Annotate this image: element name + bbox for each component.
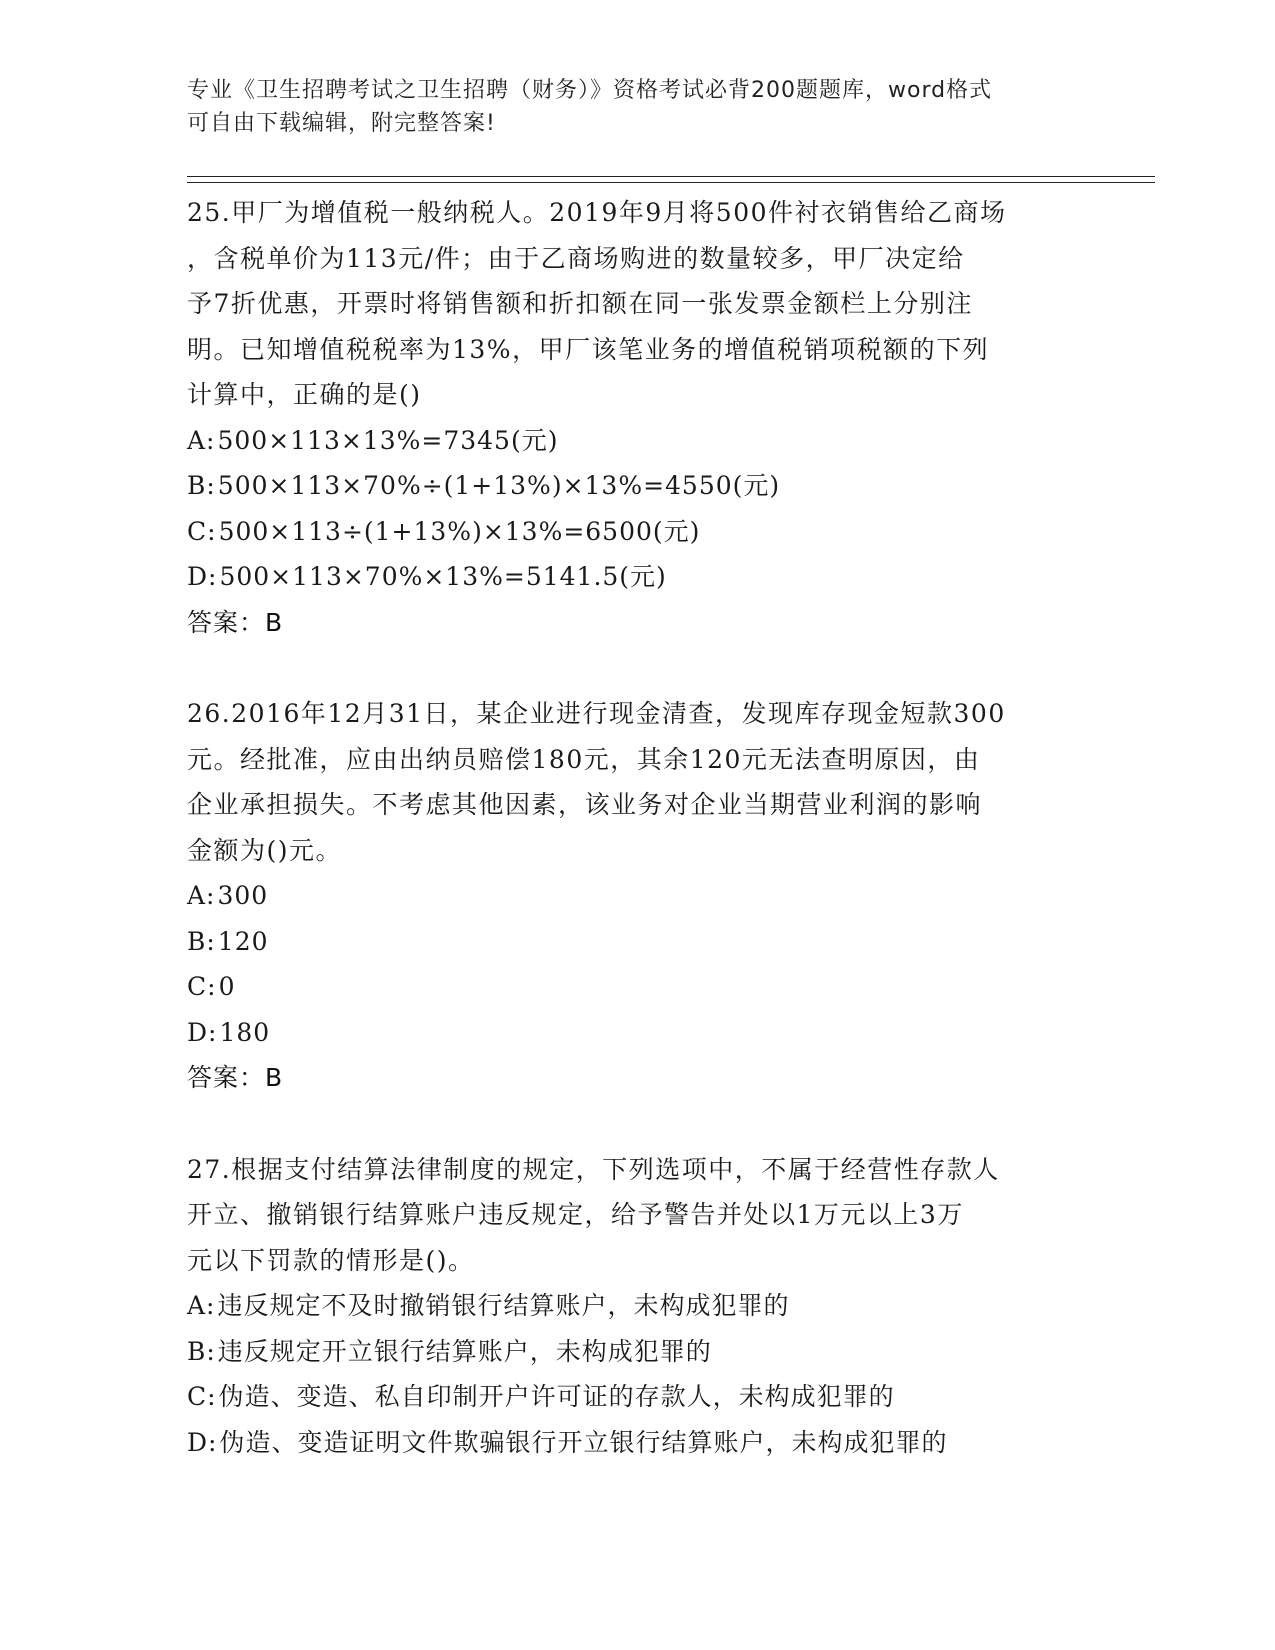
option-letter: C: xyxy=(187,516,217,546)
question-stem-line: 元。经批准，应由出纳员赔偿180元，其余120元无法查明原因，由 xyxy=(187,744,981,774)
option-text: 500×113×70%×13%=5141.5(元) xyxy=(219,562,667,591)
option-letter: B: xyxy=(187,1336,216,1366)
option-text: 500×113×70%÷(1+13%)×13%=4550(元) xyxy=(217,471,781,500)
option-letter: A: xyxy=(187,1291,216,1320)
option-letter: A: xyxy=(187,881,216,910)
header-title-line-1: 专业《卫生招聘考试之卫生招聘（财务）》资格考试必背200题题库，word格式 xyxy=(187,78,993,103)
answer-line: 答案：B xyxy=(187,607,284,637)
question-stem-line: 开立、撤销银行结算账户违反规定，给予警告并处以1万元以上3万 xyxy=(187,1200,964,1229)
question-27 xyxy=(187,1147,1087,1466)
question-stem-line: 元以下罚款的情形是()。 xyxy=(187,1245,475,1275)
option-letter: C: xyxy=(187,1382,217,1411)
option-a xyxy=(187,1283,1087,1329)
header-divider-top xyxy=(187,176,1155,177)
question-stem-line: 明。已知增值税税率为13%，甲厂该笔业务的增值税销项税额的下列 xyxy=(187,334,990,364)
option-d xyxy=(187,554,1087,600)
option-letter: C: xyxy=(187,972,217,1001)
question-stem-line: 25.甲厂为增值税一般纳税人。2019年9月将500件衬衣销售给乙商场 xyxy=(187,198,1007,227)
option-letter: D: xyxy=(187,562,218,591)
option-text: 0 xyxy=(218,972,236,1001)
option-b xyxy=(187,919,1087,965)
option-letter: B: xyxy=(187,471,216,500)
option-letter: B: xyxy=(187,926,216,956)
option-c xyxy=(187,964,1087,1010)
question-list xyxy=(187,190,1087,1511)
question-stem-line: 予7折优惠，开票时将销售额和折扣额在同一张发票金额栏上分别注 xyxy=(187,289,973,318)
question-stem-line: 金额为()元。 xyxy=(187,835,343,865)
option-text: 300 xyxy=(217,881,269,910)
question-stem-line: 企业承担损失。不考虑其他因素，该业务对企业当期营业利润的影响 xyxy=(187,790,983,819)
option-b xyxy=(187,463,1087,509)
question-stem-line: 计算中，正确的是() xyxy=(187,380,422,409)
option-b xyxy=(187,1329,1087,1375)
option-text: 伪造、变造证明文件欺骗银行开立银行结算账户，未构成犯罪的 xyxy=(219,1427,948,1457)
question-26 xyxy=(187,691,1087,1101)
option-a xyxy=(187,418,1087,464)
option-c xyxy=(187,509,1087,555)
question-25 xyxy=(187,190,1087,645)
option-letter: D: xyxy=(187,1427,218,1457)
option-letter: D: xyxy=(187,1017,218,1047)
option-text: 500×113÷(1+13%)×13%=6500(元) xyxy=(218,516,701,546)
option-letter: A: xyxy=(187,425,216,455)
option-a xyxy=(187,873,1087,919)
option-text: 120 xyxy=(217,926,269,956)
question-stem-line: ，含税单价为113元/件；由于乙商场购进的数量较多，甲厂决定给 xyxy=(187,243,965,273)
option-text: 180 xyxy=(219,1017,271,1047)
option-c xyxy=(187,1374,1087,1420)
option-d xyxy=(187,1010,1087,1056)
answer-line: 答案：B xyxy=(187,1063,284,1092)
option-text: 违反规定开立银行结算账户，未构成犯罪的 xyxy=(217,1336,712,1366)
option-text: 500×113×13%=7345(元) xyxy=(217,425,559,455)
option-text: 伪造、变造、私自印制开户许可证的存款人，未构成犯罪的 xyxy=(218,1382,895,1411)
option-text: 违反规定不及时撤销银行结算账户，未构成犯罪的 xyxy=(217,1291,790,1320)
option-d xyxy=(187,1420,1087,1466)
question-stem-line: 26.2016年12月31日，某企业进行现金清查，发现库存现金短款300 xyxy=(187,699,1006,728)
document-header xyxy=(187,74,1087,140)
header-divider-bottom xyxy=(187,182,1155,183)
question-stem-line: 27.根据支付结算法律制度的规定，下列选项中，不属于经营性存款人 xyxy=(187,1154,1000,1184)
header-title-line-2: 可自由下载编辑，附完整答案! xyxy=(187,111,496,136)
